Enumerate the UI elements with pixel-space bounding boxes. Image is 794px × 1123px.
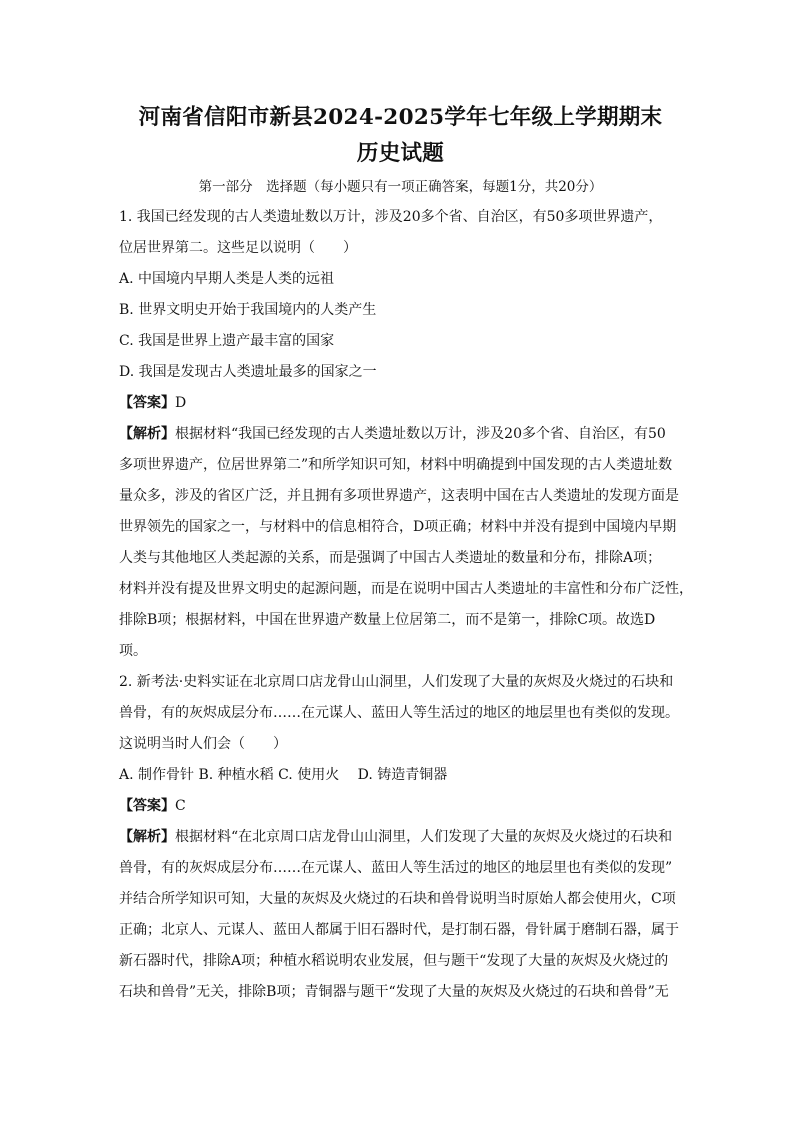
q1-analysis-line: 项。 bbox=[119, 643, 147, 659]
q1-option-c: C. 我国是世界上遗产最丰富的国家 bbox=[119, 333, 335, 349]
q1-analysis-text: 根据材料“我国已经发现的古人类遗址数以万计，涉及20多个省、自治区，有50 bbox=[175, 426, 666, 442]
q2-analysis-text: 根据材料“在北京周口店龙骨山山洞里，人们发现了大量的灰烬及火烧过的石块和 bbox=[175, 829, 673, 845]
q1-analysis-label: 【解析】 bbox=[119, 426, 175, 442]
q2-analysis-line: 石块和兽骨”无关，排除B项；青铜器与题干“发现了大量的灰烬及火烧过的石块和兽骨”无 bbox=[119, 984, 669, 1000]
q1-analysis-line: 多项世界遗产，位居世界第二”和所学知识可知，材料中明确提到中国发现的古人类遗址数 bbox=[119, 457, 673, 473]
q1-option-b: B. 世界文明史开始于我国境内的人类产生 bbox=[119, 302, 377, 318]
q2-analysis-label: 【解析】 bbox=[119, 829, 175, 845]
q2-analysis-line: 新石器时代，排除A项；种植水稻说明农业发展，但与题干“发现了大量的灰烬及火烧过的 bbox=[119, 953, 669, 969]
q2-analysis-line: 兽骨，有的灰烬成层分布……在元谋人、蓝田人等生活过的地区的地层里也有类似的发现” bbox=[119, 860, 673, 876]
q1-analysis-line: 世界领先的国家之一，与材料中的信息相符合，D项正确；材料中并没有提到中国境内早期 bbox=[119, 519, 677, 535]
document-subtitle: 历史试题 bbox=[356, 141, 445, 166]
q2-stem-line: 2. 新考法·史料实证在北京周口店龙骨山山洞里，人们发现了大量的灰烬及火烧过的石块和 bbox=[119, 674, 674, 690]
q1-stem-line: 1. 我国已经发现的古人类遗址数以万计，涉及20多个省、自治区，有50多项世界遗产， bbox=[119, 209, 663, 225]
q1-analysis-line: 量众多，涉及的省区广泛，并且拥有多项世界遗产，这表明中国在古人类遗址的发现方面是 bbox=[119, 488, 679, 504]
q1-stem-line: 位居世界第二。这些足以说明（ ） bbox=[119, 240, 357, 256]
question-1 bbox=[119, 202, 693, 667]
q1-analysis-line: 材料并没有提及世界文明史的起源问题，而是在说明中国古人类遗址的丰富性和分布广泛性， bbox=[119, 581, 693, 597]
q1-option-d: D. 我国是发现古人类遗址最多的国家之一 bbox=[119, 364, 377, 380]
q2-answer-value: C bbox=[175, 798, 186, 814]
q1-analysis-line: 人类与其他地区人类起源的关系，而是强调了中国古人类遗址的数量和分布，排除A项； bbox=[119, 550, 662, 566]
section-header: 第一部分 选择题（每小题只有一项正确答案，每题1分，共20分） bbox=[198, 179, 603, 195]
q1-answer bbox=[119, 388, 682, 419]
q2-stem-line: 这说明当时人们会（ ） bbox=[119, 736, 287, 752]
question-2 bbox=[119, 667, 682, 1008]
q2-answer-label: 【答案】 bbox=[119, 798, 175, 814]
q2-answer bbox=[119, 791, 682, 822]
q1-answer-value: D bbox=[175, 395, 187, 411]
q2-stem-line: 兽骨，有的灰烬成层分布……在元谋人、蓝田人等生活过的地区的地层里也有类似的发现。 bbox=[119, 705, 679, 721]
document-title: 河南省信阳市新县2024-2025学年七年级上学期期末 bbox=[138, 105, 663, 130]
q2-analysis-line: 并结合所学知识可知，大量的灰烬及火烧过的石块和兽骨说明当时原始人都会使用火，C项 bbox=[119, 891, 676, 907]
q1-option-a: A. 中国境内早期人类是人类的远祖 bbox=[119, 271, 335, 287]
q2-analysis-line bbox=[119, 822, 682, 853]
q1-answer-label: 【答案】 bbox=[119, 395, 175, 411]
q2-analysis-line: 正确；北京人、元谋人、蓝田人都属于旧石器时代，是打制石器，骨针属于磨制石器，属于 bbox=[119, 922, 679, 938]
q2-options: A. 制作骨针 B. 种植水稻 C. 使用火 D. 铸造青铜器 bbox=[119, 767, 448, 783]
q1-analysis-line bbox=[119, 419, 682, 450]
q1-analysis-line: 排除B项；根据材料，中国在世界遗产数量上位居第二，而不是第一，排除C项。故选D bbox=[119, 612, 656, 628]
